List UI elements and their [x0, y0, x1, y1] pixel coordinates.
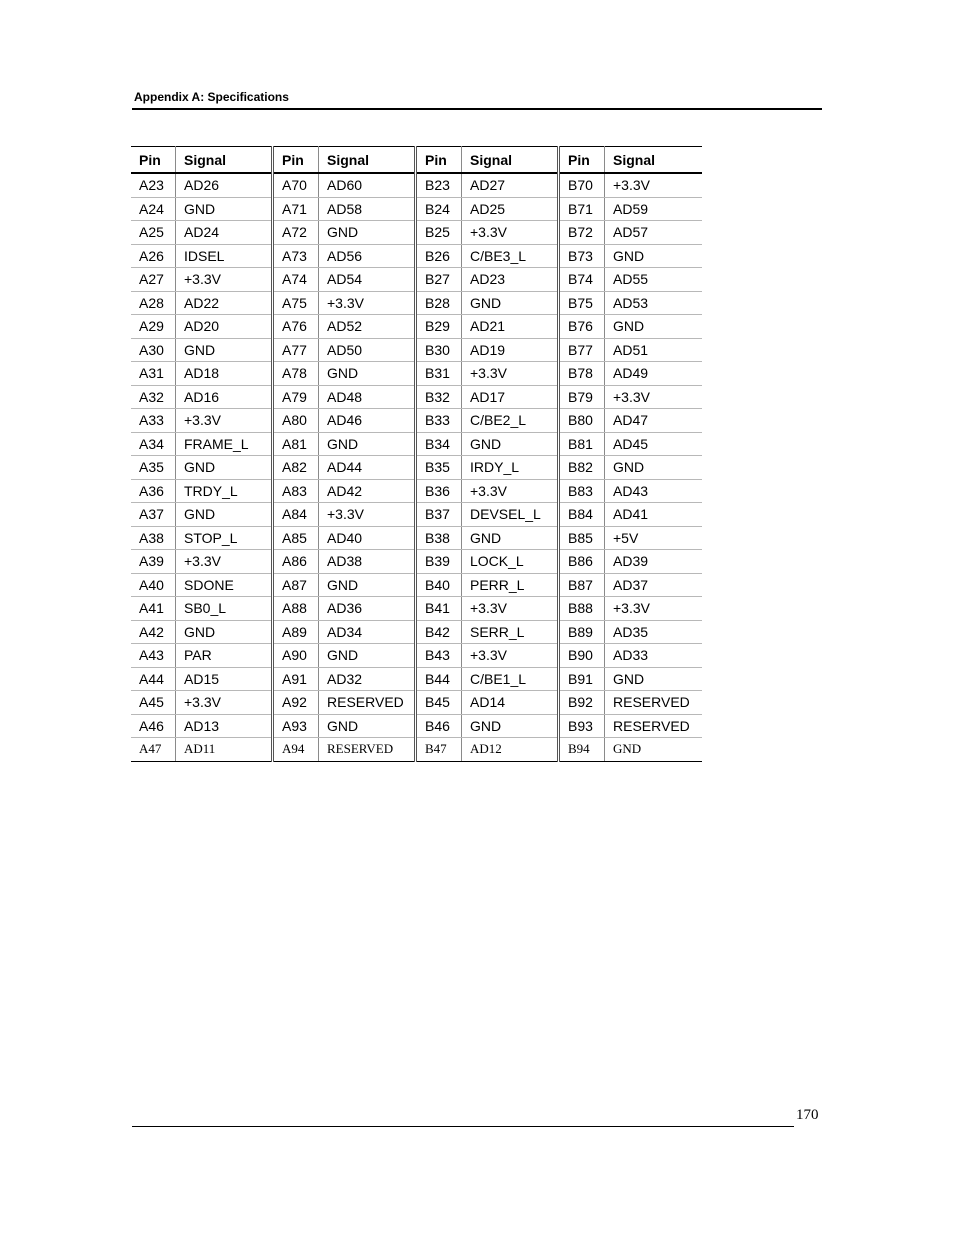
signal-cell: AD50	[319, 338, 416, 362]
signal-cell: GND	[319, 644, 416, 668]
pin-cell: B74	[559, 268, 605, 292]
pin-cell: B45	[416, 691, 462, 715]
table-row	[131, 244, 702, 268]
signal-cell: +5V	[605, 526, 703, 550]
signal-cell: AD58	[319, 197, 416, 221]
pin-cell: B78	[559, 362, 605, 386]
pin-cell: B92	[559, 691, 605, 715]
column-header-signal: Signal	[319, 147, 416, 174]
signal-cell: AD32	[319, 667, 416, 691]
pin-cell: B44	[416, 667, 462, 691]
pin-cell: B81	[559, 432, 605, 456]
signal-cell: GND	[605, 315, 703, 339]
pin-cell: B42	[416, 620, 462, 644]
signal-cell: RESERVED	[605, 691, 703, 715]
pin-cell: A74	[273, 268, 319, 292]
pin-cell: B41	[416, 597, 462, 621]
pin-cell: B35	[416, 456, 462, 480]
signal-cell: GND	[605, 738, 703, 762]
pin-cell: B79	[559, 385, 605, 409]
pin-cell: A72	[273, 221, 319, 245]
pin-cell: A70	[273, 173, 319, 197]
table-header-row	[131, 147, 702, 174]
signal-cell: AD18	[176, 362, 273, 386]
signal-cell: +3.3V	[462, 362, 559, 386]
pin-cell: A90	[273, 644, 319, 668]
table-row	[131, 526, 702, 550]
pin-cell: B90	[559, 644, 605, 668]
running-header: Appendix A: Specifications	[134, 90, 289, 104]
signal-cell: IRDY_L	[462, 456, 559, 480]
signal-cell: +3.3V	[176, 550, 273, 574]
pin-cell: B23	[416, 173, 462, 197]
pin-cell: A89	[273, 620, 319, 644]
pin-cell: B39	[416, 550, 462, 574]
pin-cell: A80	[273, 409, 319, 433]
pin-cell: A36	[131, 479, 176, 503]
signal-cell: AD53	[605, 291, 703, 315]
signal-cell: C/BE2_L	[462, 409, 559, 433]
pin-cell: A92	[273, 691, 319, 715]
table-row	[131, 667, 702, 691]
signal-cell: GND	[462, 432, 559, 456]
pin-cell: B37	[416, 503, 462, 527]
pin-cell: A31	[131, 362, 176, 386]
pin-cell: B47	[416, 738, 462, 762]
signal-cell: AD27	[462, 173, 559, 197]
signal-cell: AD55	[605, 268, 703, 292]
pin-cell: A93	[273, 714, 319, 738]
signal-cell: AD19	[462, 338, 559, 362]
signal-cell: AD60	[319, 173, 416, 197]
pin-cell: B82	[559, 456, 605, 480]
table-row	[131, 456, 702, 480]
table-row	[131, 550, 702, 574]
table-row	[131, 221, 702, 245]
signal-cell: C/BE3_L	[462, 244, 559, 268]
signal-cell: GND	[319, 573, 416, 597]
signal-cell: +3.3V	[176, 268, 273, 292]
column-header-signal: Signal	[176, 147, 273, 174]
pin-cell: A43	[131, 644, 176, 668]
signal-cell: AD24	[176, 221, 273, 245]
signal-cell: GND	[319, 221, 416, 245]
signal-cell: +3.3V	[605, 597, 703, 621]
pin-cell: A27	[131, 268, 176, 292]
pin-cell: B24	[416, 197, 462, 221]
signal-cell: AD16	[176, 385, 273, 409]
signal-cell: AD20	[176, 315, 273, 339]
table-row	[131, 385, 702, 409]
pin-cell: B25	[416, 221, 462, 245]
pin-cell: B38	[416, 526, 462, 550]
signal-cell: AD25	[462, 197, 559, 221]
pin-cell: B93	[559, 714, 605, 738]
pin-cell: B80	[559, 409, 605, 433]
table-row	[131, 409, 702, 433]
signal-cell: IDSEL	[176, 244, 273, 268]
pin-cell: B94	[559, 738, 605, 762]
table-row	[131, 268, 702, 292]
table-row	[131, 738, 702, 762]
pin-cell: A81	[273, 432, 319, 456]
pin-cell: A37	[131, 503, 176, 527]
signal-cell: AD17	[462, 385, 559, 409]
pin-cell: B83	[559, 479, 605, 503]
pinout-table	[131, 146, 702, 762]
signal-cell: GND	[319, 362, 416, 386]
pin-cell: A76	[273, 315, 319, 339]
pin-cell: B84	[559, 503, 605, 527]
signal-cell: +3.3V	[319, 291, 416, 315]
signal-cell: AD13	[176, 714, 273, 738]
table-row	[131, 691, 702, 715]
pin-cell: B26	[416, 244, 462, 268]
pin-cell: A85	[273, 526, 319, 550]
pin-cell: A46	[131, 714, 176, 738]
pin-cell: A78	[273, 362, 319, 386]
signal-cell: AD42	[319, 479, 416, 503]
pin-cell: A30	[131, 338, 176, 362]
table-row	[131, 432, 702, 456]
signal-cell: +3.3V	[462, 644, 559, 668]
signal-cell: AD41	[605, 503, 703, 527]
signal-cell: AD54	[319, 268, 416, 292]
signal-cell: PERR_L	[462, 573, 559, 597]
pin-cell: B33	[416, 409, 462, 433]
signal-cell: GND	[462, 526, 559, 550]
column-header-pin: Pin	[273, 147, 319, 174]
table-row	[131, 573, 702, 597]
signal-cell: GND	[462, 714, 559, 738]
signal-cell: AD23	[462, 268, 559, 292]
signal-cell: AD46	[319, 409, 416, 433]
signal-cell: GND	[319, 432, 416, 456]
pin-cell: A40	[131, 573, 176, 597]
pin-cell: B85	[559, 526, 605, 550]
table-row	[131, 315, 702, 339]
signal-cell: GND	[605, 456, 703, 480]
pin-cell: A84	[273, 503, 319, 527]
signal-cell: AD12	[462, 738, 559, 762]
table-row	[131, 173, 702, 197]
pin-cell: B76	[559, 315, 605, 339]
pin-cell: B36	[416, 479, 462, 503]
pin-cell: A29	[131, 315, 176, 339]
signal-cell: RESERVED	[605, 714, 703, 738]
signal-cell: +3.3V	[176, 409, 273, 433]
table-row	[131, 362, 702, 386]
pin-cell: A71	[273, 197, 319, 221]
signal-cell: AD47	[605, 409, 703, 433]
signal-cell: LOCK_L	[462, 550, 559, 574]
pin-cell: B86	[559, 550, 605, 574]
signal-cell: STOP_L	[176, 526, 273, 550]
column-header-pin: Pin	[416, 147, 462, 174]
signal-cell: AD49	[605, 362, 703, 386]
signal-cell: AD59	[605, 197, 703, 221]
pin-cell: A42	[131, 620, 176, 644]
signal-cell: GND	[462, 291, 559, 315]
pin-cell: A39	[131, 550, 176, 574]
pin-cell: A86	[273, 550, 319, 574]
pin-cell: B32	[416, 385, 462, 409]
signal-cell: AD22	[176, 291, 273, 315]
signal-cell: GND	[176, 503, 273, 527]
signal-cell: AD14	[462, 691, 559, 715]
pin-cell: B46	[416, 714, 462, 738]
pin-cell: A25	[131, 221, 176, 245]
table-row	[131, 291, 702, 315]
column-header-signal: Signal	[605, 147, 703, 174]
pin-cell: A47	[131, 738, 176, 762]
signal-cell: AD38	[319, 550, 416, 574]
signal-cell: GND	[605, 244, 703, 268]
pin-cell: B40	[416, 573, 462, 597]
table-row	[131, 338, 702, 362]
signal-cell: AD51	[605, 338, 703, 362]
table-row	[131, 197, 702, 221]
footer-rule	[132, 1126, 794, 1127]
signal-cell: AD43	[605, 479, 703, 503]
pin-cell: A45	[131, 691, 176, 715]
signal-cell: +3.3V	[462, 221, 559, 245]
signal-cell: AD57	[605, 221, 703, 245]
pin-cell: A44	[131, 667, 176, 691]
signal-cell: SDONE	[176, 573, 273, 597]
table-row	[131, 479, 702, 503]
pin-cell: A83	[273, 479, 319, 503]
pin-cell: A88	[273, 597, 319, 621]
pin-cell: A91	[273, 667, 319, 691]
signal-cell: PAR	[176, 644, 273, 668]
pin-cell: A79	[273, 385, 319, 409]
signal-cell: +3.3V	[319, 503, 416, 527]
table-row	[131, 620, 702, 644]
signal-cell: AD33	[605, 644, 703, 668]
signal-cell: AD37	[605, 573, 703, 597]
signal-cell: GND	[176, 620, 273, 644]
signal-cell: AD26	[176, 173, 273, 197]
pin-cell: A41	[131, 597, 176, 621]
signal-cell: GND	[605, 667, 703, 691]
pin-cell: A38	[131, 526, 176, 550]
pin-cell: B30	[416, 338, 462, 362]
pin-cell: A34	[131, 432, 176, 456]
signal-cell: AD44	[319, 456, 416, 480]
signal-cell: AD34	[319, 620, 416, 644]
table-row	[131, 597, 702, 621]
pin-cell: A23	[131, 173, 176, 197]
signal-cell: GND	[319, 714, 416, 738]
pin-cell: B34	[416, 432, 462, 456]
pin-cell: B28	[416, 291, 462, 315]
pin-cell: B77	[559, 338, 605, 362]
pin-cell: B29	[416, 315, 462, 339]
pin-cell: B43	[416, 644, 462, 668]
column-header-pin: Pin	[131, 147, 176, 174]
signal-cell: AD36	[319, 597, 416, 621]
pin-cell: B27	[416, 268, 462, 292]
table-row	[131, 714, 702, 738]
signal-cell: FRAME_L	[176, 432, 273, 456]
pin-cell: A35	[131, 456, 176, 480]
signal-cell: RESERVED	[319, 691, 416, 715]
pin-cell: B71	[559, 197, 605, 221]
table-row	[131, 503, 702, 527]
pin-cell: A87	[273, 573, 319, 597]
signal-cell: AD48	[319, 385, 416, 409]
pin-cell: A26	[131, 244, 176, 268]
signal-cell: +3.3V	[605, 385, 703, 409]
pin-cell: B91	[559, 667, 605, 691]
signal-cell: GND	[176, 456, 273, 480]
signal-cell: AD15	[176, 667, 273, 691]
signal-cell: RESERVED	[319, 738, 416, 762]
signal-cell: AD35	[605, 620, 703, 644]
pin-cell: B89	[559, 620, 605, 644]
signal-cell: GND	[176, 338, 273, 362]
signal-cell: AD40	[319, 526, 416, 550]
table-row	[131, 644, 702, 668]
signal-cell: AD21	[462, 315, 559, 339]
signal-cell: SERR_L	[462, 620, 559, 644]
signal-cell: DEVSEL_L	[462, 503, 559, 527]
pin-cell: A28	[131, 291, 176, 315]
column-header-pin: Pin	[559, 147, 605, 174]
signal-cell: AD11	[176, 738, 273, 762]
pin-cell: A73	[273, 244, 319, 268]
pin-cell: A32	[131, 385, 176, 409]
signal-cell: AD52	[319, 315, 416, 339]
signal-cell: +3.3V	[462, 597, 559, 621]
signal-cell: AD56	[319, 244, 416, 268]
pin-cell: A94	[273, 738, 319, 762]
signal-cell: +3.3V	[176, 691, 273, 715]
signal-cell: C/BE1_L	[462, 667, 559, 691]
page-number: 170	[796, 1107, 819, 1123]
pin-cell: A77	[273, 338, 319, 362]
pin-cell: B73	[559, 244, 605, 268]
signal-cell: +3.3V	[462, 479, 559, 503]
pin-cell: A75	[273, 291, 319, 315]
pin-cell: B70	[559, 173, 605, 197]
pin-cell: B72	[559, 221, 605, 245]
pin-cell: B31	[416, 362, 462, 386]
signal-cell: TRDY_L	[176, 479, 273, 503]
signal-cell: AD39	[605, 550, 703, 574]
pin-cell: A82	[273, 456, 319, 480]
signal-cell: +3.3V	[605, 173, 703, 197]
signal-cell: SB0_L	[176, 597, 273, 621]
column-header-signal: Signal	[462, 147, 559, 174]
pin-cell: B88	[559, 597, 605, 621]
pin-cell: B75	[559, 291, 605, 315]
pin-cell: A33	[131, 409, 176, 433]
signal-cell: AD45	[605, 432, 703, 456]
pin-cell: B87	[559, 573, 605, 597]
header-rule	[132, 108, 822, 110]
pin-cell: A24	[131, 197, 176, 221]
signal-cell: GND	[176, 197, 273, 221]
